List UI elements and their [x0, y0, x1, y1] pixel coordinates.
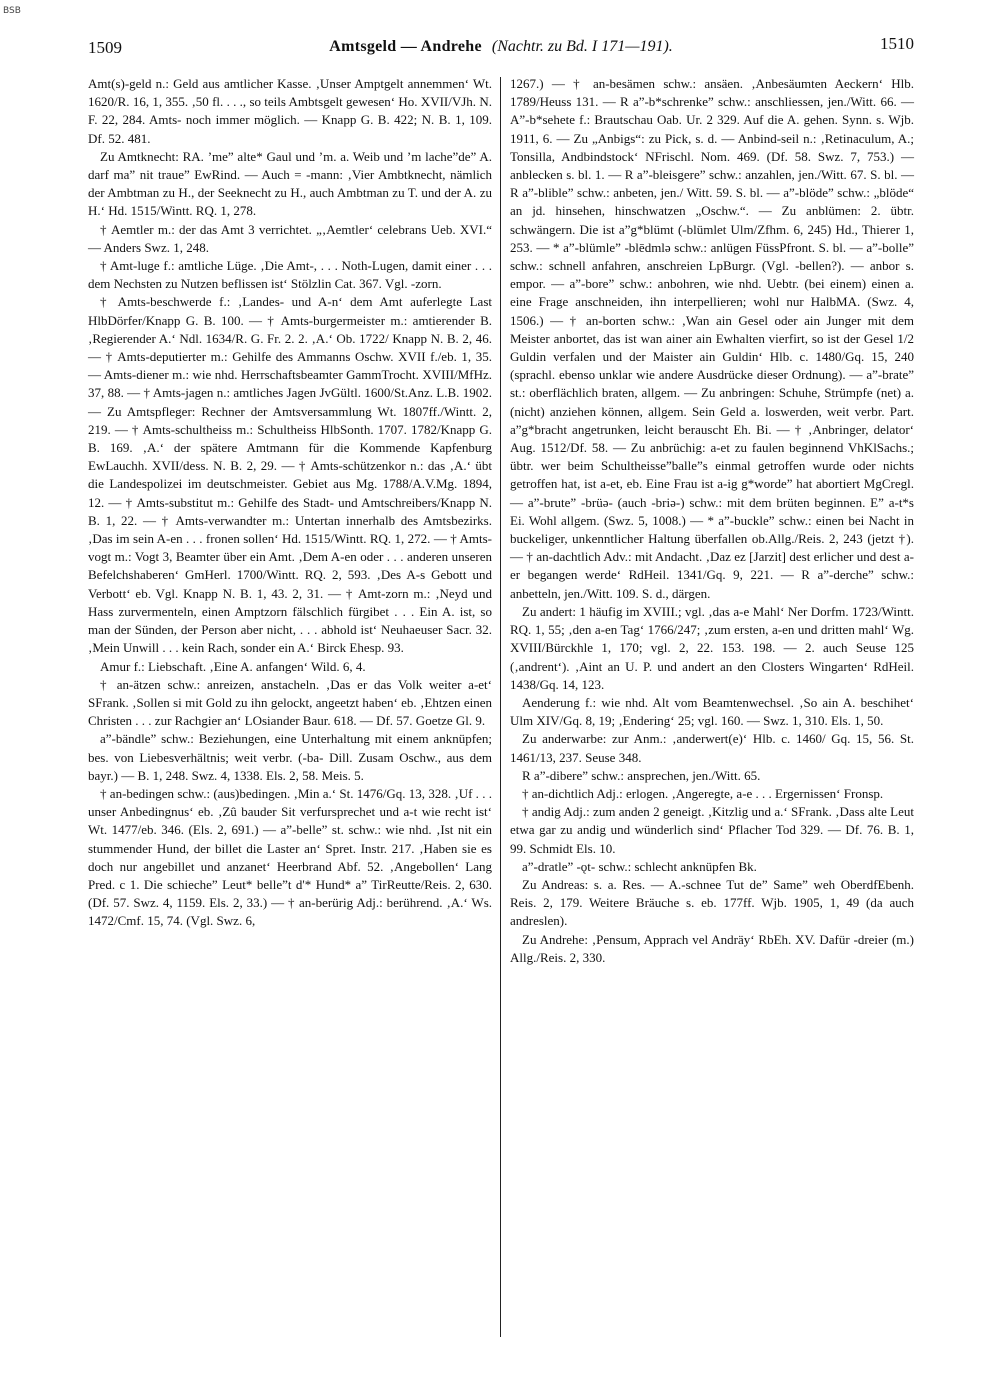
column-rule — [500, 77, 501, 1337]
dictionary-columns — [88, 75, 914, 1385]
entry-aemtler: † Aemtler m.: der das Amt 3 verrichtet. „‚Aemtler‘ celebrans Ueb. XVI.“ — Anders Swz. 1, 248. — [88, 221, 492, 255]
running-headword: Amtsgeld — Andrehe — [329, 38, 482, 55]
entry-an-diberen: R a”-dibere” schw.: ansprechen, jen./Witt. 65. — [522, 767, 761, 783]
entry-amt-luge: † Amt-luge f.: amtliche Lüge. ‚Die Amt-, . . . Noth-Lugen, damit einer . . . dem Nechsten zu Nutzen beflissen ist‘ Stölzlin Cat. 367. Vgl. -zorn. — [88, 258, 492, 292]
entry-anderwarbe: Zu anderwarbe: zur Anm.: ‚anderwert(e)‘ Hlb. c. 1460/ Gq. 15, 56. St. 1461/13, 237. Seuse 348. — [510, 731, 914, 765]
library-stamp: BSB — [3, 6, 21, 16]
entry-an-baendlen: a”-bändle” schw.: Beziehungen, eine Unterhaltung mit einem anknüpfen; bes. von Liebesverhältnis; weit verbr. (-ba- Dill. Zusam Oschw., aus dem bayr.) — B. 1, 248. Swz. 4, 1338. Els. 2, 58. Meis. 5. — [88, 731, 492, 783]
running-head — [88, 38, 914, 56]
entry-amts-compounds: † Amts-beschwerde f.: ‚Landes- und A-n‘ dem Amt auferlegte Last HlbDörfer/Knapp G. B. 100. — † Amts-burgermeister m.: amtierender B. ‚Regierender A.‘ Ndl. 1634/R. G. Fr. 2. 2. ‚A.‘ Ob. 1722/ Knapp N. B. 2, 46. — † Amts-deputierter m.: Gehilfe des Ammanns Oschw. XVII f./eb. 1, 35. — Amts-diener m.: wie nhd. Herrschaftsbeamter GammTrocht. XVIII/MfHz. 37, 88. — † Amts-jagen n.: amtliches Jagen JvGültl. 1600/St.Anz. L.B. 1902. — Zu Amtspfleger: Rechner der Amtsversammlung Wt. 1807ff./Wintt. 2, 219. — † Amts-schultheiss m.: Schultheiss HlbSonth. 1707. 1782/Knapp G. B. 169. ‚A.‘ der spätere Amtmann für die Kommende Kapfenburg EwLauchh. XVII/dess. N. B. 2, 29. — † Amts-schützenkor n.: das ‚A.‘ übt die Landespolizei im deutschmeister. Gebiet aus Mg. 1788/A.V.Mg. 1894, 12. — † Amts-substitut m.: Gehilfe des Stadt- und Amtschreibers/Knapp N. B. 1, 22. — † Amts-verwandter m.: Untertan innerhalb des Amtsbezirks. ‚Das im sein A-en . . . fronen sollen‘ Hd. 1515/Wintt. RQ. 1, 272. — † Amts-vogt m.: Vogt 3, Beamter über ein Amt. ‚Dem A-en oder . . . anderen unseren Befelchshaberen‘ GmHerl. 1700/Wintt. RQ. 2, 593. ‚Des A-s Gebott und Verbott‘ eb. Vgl. Knapp N. B. 1, 43. 2, 31. — † Amt-zorn m.: ‚Neyd und Hass zurvermenteln, einen Amptzorn fälschlich fürgibet . . . Ein A. ist, so man der Sünden, der Person aber nicht, . . . abhold ist‘ Neuhaeuser Sacr. 32. ‚Mein Unwill . . . kein Rach, sonder ein A.‘ Birck Ehesp. 93. — [88, 294, 492, 656]
page-header — [88, 30, 914, 60]
page-number-left: 1509 — [88, 38, 122, 57]
entry-aenderung: Aenderung f.: wie nhd. Alt vom Beamtenwechsel. ‚So ain A. beschihet‘ Ulm XIV/Gq. 8, 19; ‚Endering‘ 25; vgl. 160. — Swz. 1, 310. Els. 1, 50. — [510, 694, 914, 729]
entry-an-dichtlich: † an-dichtlich Adj.: erlogen. ‚Angeregte, a-e . . . Ergernissen‘ Fronsp. — [522, 785, 884, 801]
entry-an-besaemen: 1267.) — † an-besämen schw.: ansäen. ‚Anbesäumten Aeckern‘ Hlb. 1789/Heuss 131. — R a”-b*schrenke” schw.: anschliessen, jen./Witt. 66. — A”-b*sehete f.: Brautschau Oab. Ur. 2 329. Auf die A. gehen. Synn. s. Wjb. 1911, 6. — Zu „Anbigs“: zu Pick, s. d. — Anbind-seil n.: ‚Retinaculum, A.; Tonsilla, Andbindstock‘ NFrischl. Nom. 469. (Df. 58. Swz. 7, 753.) — anblecken s. bl. 1. — R a”-bleisgere” schw.: anzahlen, jen./Witt. 67. S. bl. — R a”-blible” schw.: anbeten, jen./ Witt. 59. S. bl. — a”-blöde” schw.: „blöde“ an jd. hinsehen, hinschwatzen „Oschw.“. — Zu anblümen: 2. übtr. schwängern. Die ist a”g*blümt (-blümlet Ulm/Zfhm. 6, 245) Hd., Thierer 1, 253. — * a”-blümle” -blēdmlə schw.: anlügen FüssPfront. S. bl. — a”-bolle” schw.: schnell anfahren, anschreien LpBurgr. (Vgl. -bellen?). — anbor s. empor. — a”-bore” schw.: anbohren, wie nhd. Uebtr. (bei einem) einen a. eine Frage anschneiden, ihn interpellieren; wohl nur HalbMA. (Swz. 4, 1506.) — † an-borten schw.: ‚Wan ain Gesel oder ain Junger mit dem Meister anbortet, das ist wan ainer ain Ewhalten vierfirt, so ist der Gesel 1/2 Guldin verfalen und der Maister ain Guldin‘ Hlb. c. 1480/Gq. 15, 240 (sprachl. ebenso unklar wie andere Ausdrücke dieser Ordnung). — a”-brate” st.: oberflächlich braten, allgem. — Zu anbringen: Schuhe, Strümpfe (net) a. (nicht) anziehen können, allgem. Sein Geld a. loswerden, weit verbr. Part. a”g*bracht angetrunken, leicht berauscht Eh. Bi. — † ‚Anbringer, delator‘ Aug. 1512/Df. 58. — Zu anbrüchig: a-et zu faulen beginnend VhKlSachs.; übtr. wer beim Schultheisse”balle”s einmal getroffen wurde oder nichts getroffen hat, ist a-et, eb. Eine Frau ist a-ig g*worde” hat abortiert MgCregl. — a”-brute” -brüə- (auch -briə-) schw.: mit dem brüten beginnen. E” a-t*s Ei. Wohl allgem. (Swz. 5, 1008.) — * a”-buckle” schw.: einen bei Nacht in buckeliger, unkenntlicher Haltung überfallen ob.Allg./Reis. 2, 243 (jetzt †). — † an-dachtlich Adv.: mit Andacht. ‚Daz ez [Jarzit] dest erlicher und dest a-er begangen werde‘ RdHeil. 1341/Gq. 9, 221. — R a”-derche” schw.: anbetteln, jen./Witt. 109. S. d., därgen. — [510, 76, 914, 601]
entry-an-dratlen: a”-dratle” -ǫt- schw.: schlecht anknüpfen Bk. — [522, 858, 757, 874]
entry-andrehe: Zu Andrehe: ‚Pensum, Apprach vel Andräy‘ RbEh. XV. Dafür -dreier (m.) Allg./Reis. 2, 330. — [510, 931, 914, 965]
running-note: (Nachtr. zu Bd. I 171—191). — [491, 38, 673, 55]
entry-andreas: Zu Andreas: s. a. Res. — A.-schnee Tut de” Same” weh OberdfEbenh. Reis. 2, 179. Weitere Bräuche s. eb. 177ff. Wjb. 1905, 1, 49 (da auch andreslen). — [510, 876, 914, 929]
entry-an-aetzen: † an-ätzen schw.: anreizen, anstacheln. ‚Das er das Volk weiter a-et‘ SFrank. ‚Sollen si mit Gold zu ihn gelockt, angeetzt haben‘ eb. ‚Ehtzen einen Christen . . . zur Rachgier an‘ LOsiander Baur. 618. — Df. 57. Goetze Gl. 9. — [88, 676, 492, 729]
entry-andig: † andig Adj.: zum anden 2 geneigt. ‚Kitzlig und a.‘ SFrank. ‚Dass alte Leut etwa gar zu andig und wünderlich sind‘ Pflacher Tod 329. — Df. 76. B. 1, 99. Schmidt Els. 10. — [510, 804, 914, 856]
left-column — [88, 75, 492, 931]
entry-andert: Zu andert: 1 häufig im XVIII.; vgl. ‚das a-e Mahl‘ Ner Dorfm. 1723/Wintt. RQ. 1, 55; ‚den a-en Tag‘ 1766/247; ‚zum ersten, a-en und dritten mahl‘ Wg. XVIII/Bürckhle 1, 170; vgl. 2, 22. 153. 198. — 2. auch Seuse 125 (‚andrent‘). ‚Aint an U. P. und andert an den Closters Wingarten‘ RdHeil. 1438/Gq. 14, 123. — [510, 603, 914, 692]
entry-amtsgeld: Amt(s)-geld n.: Geld aus amtlicher Kasse. ‚Unser Amptgelt annemmen‘ Wt. 1620/R. 16, 1, 355. ‚50 fl. . . ., so teils Ambtsgelt gewesen‘ Ho. XVII/VJh. N. F. 22, 284. Amts- noch immer möglich. — Knapp G. B. 422; N. B. 1, 109. Df. 52. 481. — [88, 76, 492, 146]
right-column — [510, 75, 914, 967]
page-number-right: 1510 — [880, 34, 914, 53]
entry-amur: Amur f.: Liebschaft. ‚Eine A. anfangen‘ Wild. 6, 4. — [100, 658, 366, 674]
entry-amtknecht: Zu Amtknecht: RA. ’me” alte* Gaul und ’m. a. Weib und ’m lache”de” A. darf ma” nit traue” EwRind. — Auch = -mann: ‚Vier Ambtknecht, nämlich der Ambtman zu H., der Seeknecht zu H., auch Ambtman zu T. und der A. zu H.‘ Hd. 1515/Wintt. RQ. 1, 278. — [88, 148, 492, 219]
entry-an-bedingen: † an-bedingen schw.: (aus)bedingen. ‚Min a.‘ St. 1476/Gq. 13, 328. ‚Uf . . . unser Anbedingnus‘ eb. ‚Zû bauder Sit verfursprechet und a-t wie recht ist‘ Wt. 1477/eb. 346. (Els. 2, 691.) — a”-belle” st. schw.: wie nhd. ‚Ist nit ein stummender Hund, der billet die Laster an‘ Spret. Instr. 217. ‚Haben sie es doch nur angebillet und anzanet‘ Heerbrand Abf. 52. ‚Angebollen‘ Lang Pred. c 1. Die schieche” Leut* belle”t d'* Hund* a” TirReutte/Reis. 2, 630. (Df. 57. Swz. 4, 1159. Els. 2, 33.) — † an-berürig Adj.: berührend. ‚A.‘ Ws. 1472/Cmf. 15, 74. (Vgl. Swz. 6, — [88, 785, 492, 929]
